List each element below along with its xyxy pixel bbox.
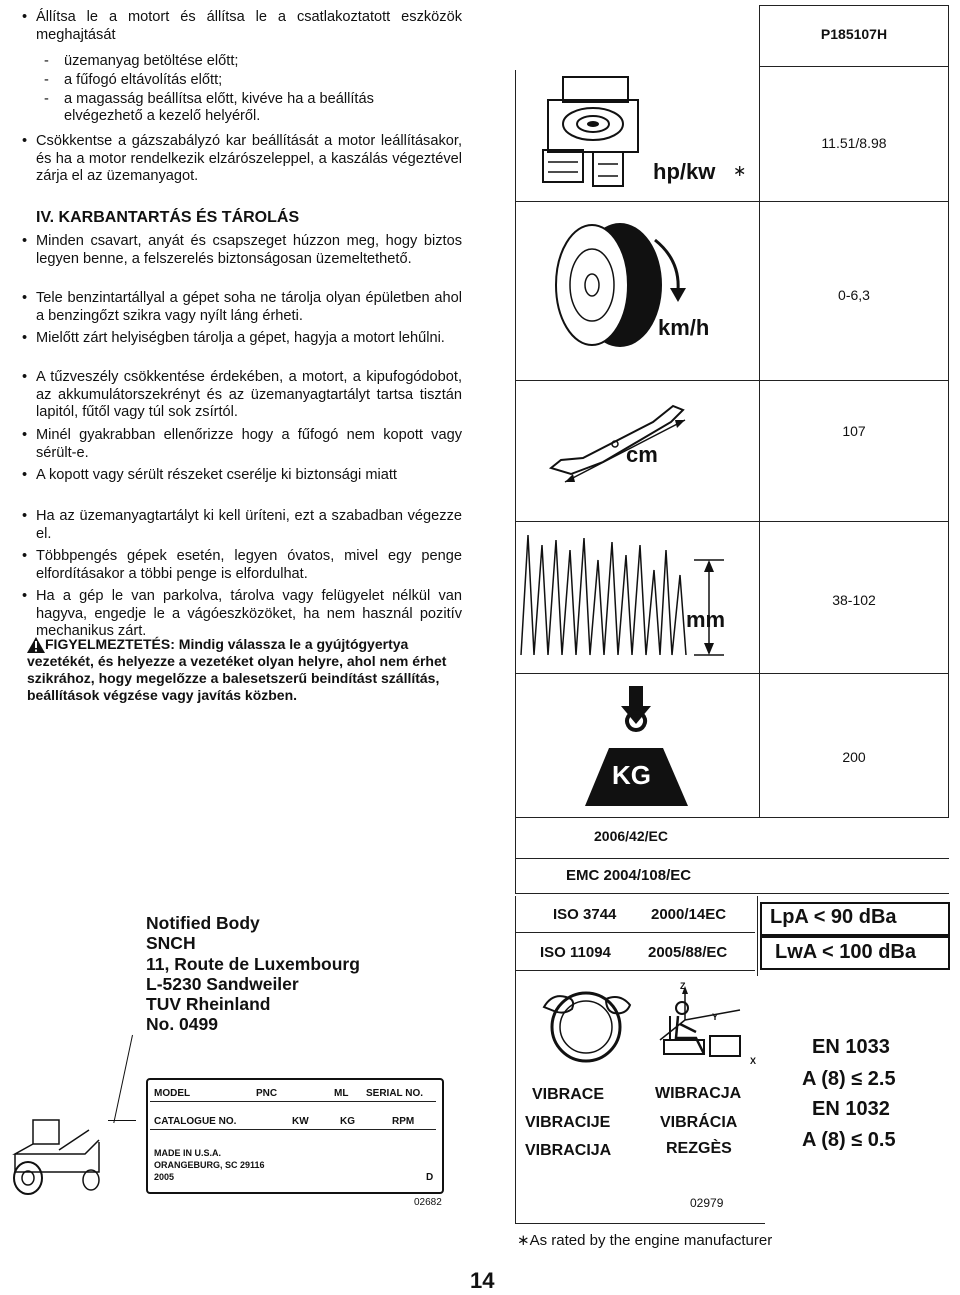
notified-body-line: 11, Route de Luxembourg — [146, 953, 360, 974]
label-ml: ML — [334, 1088, 349, 1099]
hand-vibration-icon — [540, 985, 635, 1075]
label-city: ORANGEBURG, SC 29116 — [154, 1160, 265, 1170]
notified-body-line: Notified Body — [146, 913, 260, 933]
model-code: P185107H — [820, 26, 888, 42]
blade-icon — [543, 400, 693, 495]
directive-machinery: 2006/42/EC — [594, 828, 668, 844]
spec-box-left-border — [759, 5, 760, 817]
weight-icon — [583, 682, 698, 812]
label-kg: KG — [340, 1116, 355, 1127]
unit-speed: km/h — [658, 315, 710, 340]
divider — [759, 5, 949, 6]
section-title: IV. KARBANTARTÁS ÉS TÁROLÁS — [36, 209, 300, 226]
vibration-code: 02979 — [690, 1196, 724, 1210]
dash-item-1: - üzemanyag betöltése előtt; — [64, 53, 238, 71]
list-item: • A kopott vagy sérült részeket cserélje ki biztonsági miatt — [36, 467, 462, 485]
divider — [515, 858, 949, 859]
label-catalogue: CATALOGUE NO. — [154, 1116, 237, 1127]
engine-icon — [533, 72, 643, 192]
unit-weight: KG — [612, 760, 651, 790]
vibration-label: VIBRACE — [532, 1086, 605, 1103]
vibration-label: REZGÈS — [666, 1140, 732, 1157]
list-item: • Minden csavart, anyát és csapszeget húzzon meg, hogy biztos legyen benne, a felszerelés biztonságosan üzemeltethető. — [36, 233, 462, 268]
axis-z-label: Z — [680, 981, 686, 991]
en-1032: EN 1032 — [812, 1098, 890, 1120]
divider — [515, 673, 949, 674]
list-item: • A tűzveszély csökkentése érdekében, a motort, a kipufogódobot, az akkumulátorszekrényt és az üzemanyagtartályt tartsa tisztán lapitól, fűtől vagy túl sok zsírtól. — [36, 369, 462, 422]
divider — [515, 380, 949, 381]
divider — [515, 201, 949, 202]
vibration-label: VIBRÁCIA — [660, 1114, 738, 1131]
divider — [515, 932, 755, 933]
warning-text: FIGYELMEZTETÉS: Mindig válassza le a gyújtógyertya vezetékét, és helyezze a vezetéket olyan helyre, ahol nem érhet szikrához, hogy megelőzze a balesetszerű beindítást szállítás, beállítások végzése vagy javítás közben. — [27, 636, 447, 703]
axis-x-label: X — [750, 1056, 757, 1066]
notified-body — [146, 913, 360, 1035]
seat-vibration-icon — [640, 980, 765, 1070]
label-d: D — [426, 1172, 434, 1183]
divider — [515, 970, 755, 971]
bullet-stop-engine: • Állítsa le a motort és állítsa le a csatlakoztatott eszközök meghajtását — [36, 9, 462, 44]
divider — [759, 66, 949, 67]
directive-emc: EMC 2004/108/EC — [566, 867, 692, 884]
speed-value: 0-6,3 — [838, 287, 870, 303]
iso-11094: ISO 11094 — [540, 944, 611, 961]
notified-body-line: No. 0499 — [146, 1014, 218, 1035]
label-rpm: RPM — [392, 1116, 415, 1127]
vibration-limit-1: A (8) ≤ 2.5 — [802, 1068, 896, 1090]
list-item: • Ha a gép le van parkolva, tárolva vagy felügyelet nélkül van hagyva, engedje le a vágóeszközöket, ha nem használ pozitív mechanikus zárt. — [36, 588, 462, 641]
label-made-in: MADE IN U.S.A. — [154, 1148, 222, 1158]
dash-item-3: - a magasság beállítsa előtt, kivéve ha a beállítás — [64, 91, 374, 109]
tractor-illustration — [3, 1100, 113, 1200]
label-serial: SERIAL NO. — [366, 1088, 424, 1099]
notified-body-line: SNCH — [146, 933, 196, 954]
notified-body-line: TUV Rheinland — [146, 994, 271, 1015]
divider — [515, 521, 949, 522]
lwa-value: LwA < 100 dBa — [775, 941, 916, 963]
list-item: • Mielőtt zárt helyiségben tárolja a gépet, hagyja a motort lehűlni. — [36, 330, 462, 348]
vibration-label: WIBRACJA — [655, 1085, 742, 1102]
cut-width-value: 107 — [842, 423, 866, 439]
box-border — [757, 896, 758, 976]
en-1033: EN 1033 — [812, 1036, 890, 1058]
weight-value: 200 — [842, 749, 866, 765]
unit-width: cm — [626, 442, 658, 467]
pointer-line — [108, 1120, 136, 1121]
list-item: • Minél gyakrabban ellenőrizze hogy a fűfogó nem kopott vagy sérült-e. — [36, 427, 462, 462]
spec-box-right-border — [948, 5, 949, 817]
label-kw: KW — [292, 1116, 309, 1127]
list-item: • Tele benzintartállyal a gépet soha ne tárolja olyan épületben ahol a benzingőzt szikra vagy nyílt láng érheti. — [36, 290, 462, 325]
page-number: 14 — [470, 1268, 495, 1293]
label-year: 2005 — [154, 1172, 175, 1182]
divider — [150, 1129, 436, 1130]
divider — [515, 817, 949, 818]
bullet-throttle: • Csökkentse a gázszabályzó kar beállítását a motor leállításakor, és ha a motor rendelkezik elzárószeleppel, a kaszálás végeztével zárja el az üzemanyagot. — [36, 133, 462, 186]
label-pnc: PNC — [256, 1088, 278, 1099]
spec-box-outer-left — [515, 70, 516, 893]
axis-y-label: Y — [712, 1012, 719, 1022]
unit-power: hp/kw — [653, 159, 716, 184]
vibration-label: VIBRACIJE — [525, 1114, 611, 1131]
label-code: 02682 — [414, 1197, 442, 1208]
directive-noise-2: 2005/88/EC — [648, 944, 728, 961]
label-model: MODEL — [154, 1088, 191, 1099]
asterisk: ∗ — [733, 163, 747, 180]
iso-3744: ISO 3744 — [553, 906, 617, 923]
directive-noise-1: 2000/14EC — [651, 906, 727, 923]
box-border — [515, 896, 516, 1224]
unit-height: mm — [686, 607, 726, 632]
power-value: 11.51/8.98 — [821, 135, 887, 151]
vibration-limit-2: A (8) ≤ 0.5 — [802, 1129, 896, 1151]
divider — [515, 1223, 765, 1224]
divider — [150, 1101, 436, 1102]
grass-icon — [516, 530, 756, 670]
vibration-label: VIBRACIJA — [525, 1142, 612, 1159]
dash-item-4: elvégezhető a kezelő helyéről. — [64, 108, 261, 124]
footnote: ∗As rated by the engine manufacturer — [517, 1232, 773, 1249]
list-item: • Többpengés gépek esetén, legyen óvatos, mivel egy penge elfordításakor a többi penge is elfordulhat. — [36, 548, 462, 583]
lpa-value: LpA < 90 dBa — [770, 906, 897, 928]
notified-body-line: L-5230 Sandweiler — [146, 973, 299, 994]
list-item: • Ha az üzemanyagtartályt ki kell üríteni, ezt a szabadban végezze el. — [36, 508, 462, 543]
divider — [515, 893, 949, 894]
pointer-line — [113, 1035, 133, 1123]
cut-height-value: 38-102 — [832, 592, 876, 608]
dash-item-2: - a fűfogó eltávolítás előtt; — [64, 72, 222, 90]
